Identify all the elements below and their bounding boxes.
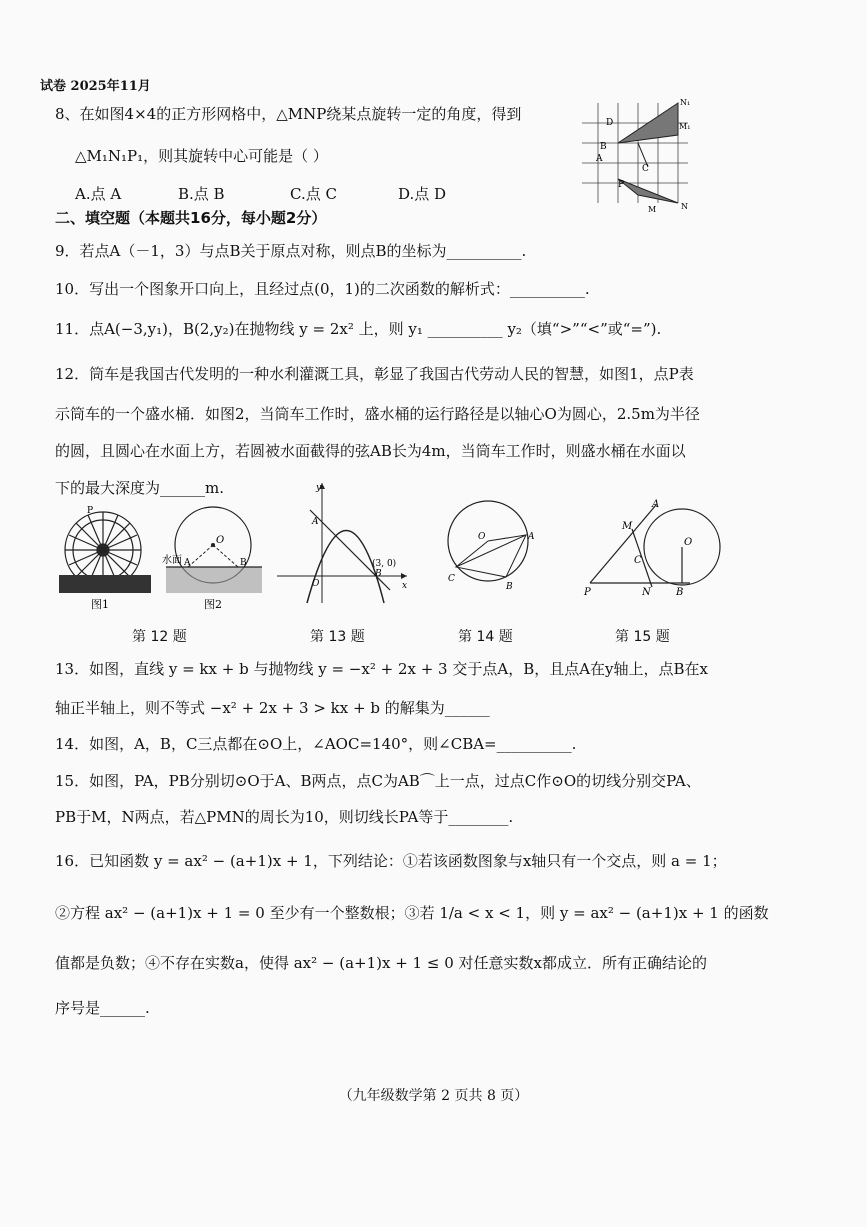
q11: 11．点A(−3,y₁)，B(2,y₂)在抛物线 y = 2x² 上，则 y₁ __________ y₂（填“>”“<”或“=”). [55,320,662,338]
page-header: 试卷 2025年11月 [40,79,151,94]
q8-line1: 8、在如图4×4的正方形网格中，△MNP绕某点旋转一定的角度，得到 [55,105,522,123]
q16-line2: ②方程 ax² − (a+1)x + 1 = 0 至少有一个整数根；③若 1/a < x < 1，则 y = ax² − (a+1)x + 1 的函数 [55,904,769,922]
q8-option-b: B.点 B [178,185,225,203]
fig2-circle [158,505,268,615]
fig1-water-wheel [55,505,155,615]
q15-line1: 15．如图，PA，PB分别切⊙O于A、B两点，点C为AB⌒上一点，过点C作⊙O的切线分别交PA、 [55,772,701,790]
svg-text:M₁: M₁ [679,122,691,131]
q13-figure [272,478,412,608]
q16-line4: 序号是______. [55,999,150,1017]
svg-text:O: O [216,535,225,546]
svg-text:B: B [506,582,513,592]
fig1-label: 图1 [91,598,109,611]
svg-text:B: B [600,142,607,152]
svg-text:B: B [375,569,382,579]
caption-q14: 第 14 题 [458,629,513,645]
svg-text:y: y [316,483,322,493]
q13-line1: 13．如图，直线 y = kx + b 与抛物线 y = −x² + 2x + 3 交于点A，B，且点A在y轴上，点B在x [55,660,709,678]
svg-text:P: P [584,587,591,598]
q15-line2: PB于M，N两点，若△PMN的周长为10，则切线长PA等于________. [55,808,514,826]
q12-line4: 下的最大深度为______m. [55,479,224,497]
caption-q13: 第 13 题 [310,629,365,645]
svg-text:B: B [240,558,247,568]
q12-line3: 的圆，且圆心在水面上方，若圆被水面截得的弦AB长为4m，当筒车工作时，则盛水桶在水面以 [55,442,686,460]
svg-text:O: O [684,537,693,548]
svg-text:B: B [676,587,684,598]
svg-text:N: N [681,202,688,211]
svg-text:C: C [634,555,642,566]
q16-line1: 16．已知函数 y = ax² − (a+1)x + 1，下列结论：①若该函数图象与x轴只有一个交点，则 a = 1； [55,852,727,870]
q10: 10．写出一个图象开口向上，且经过点(0，1)的二次函数的解析式：__________. [55,280,590,298]
q8-option-d: D.点 D [398,185,447,203]
q8-grid-figure [578,95,693,213]
q13-line2: 轴正半轴上，则不等式 −x² + 2x + 3 > kx + b 的解集为______ [55,699,490,717]
svg-text:D: D [606,118,614,128]
q12-line1: 12．筒车是我国古代发明的一种水利灌溉工具，彰显了我国古代劳动人民的智慧，如图1，点P表 [55,365,694,383]
q16-line3: 值都是负数；④不存在实数a，使得 ax² − (a+1)x + 1 ≤ 0 对任意实数x都成立．所有正确结论的 [55,954,707,972]
caption-q15: 第 15 题 [615,629,670,645]
svg-text:O: O [478,532,486,542]
svg-text:O: O [312,579,320,589]
svg-text:M: M [622,521,633,532]
svg-text:N: N [642,587,651,598]
page-footer: （九年级数学第 2 页共 8 页） [338,1088,529,1104]
svg-text:C: C [448,574,455,584]
q14-figure [440,495,540,595]
svg-text:N₁: N₁ [680,98,691,107]
svg-text:A: A [528,532,535,542]
caption-q12: 第 12 题 [132,629,187,645]
q8-option-c: C.点 C [290,185,337,203]
q8-option-a: A.点 A [75,185,122,203]
q8-line2: △M₁N₁P₁，则其旋转中心可能是（ ） [75,147,328,165]
svg-text:M: M [648,205,657,213]
q9: 9．若点A（－1，3）与点B关于原点对称，则点B的坐标为__________. [55,242,527,260]
svg-text:P: P [618,180,625,190]
svg-text:A: A [184,558,191,568]
svg-text:A: A [652,499,660,510]
svg-text:x: x [402,581,408,591]
fig2-label: 图2 [204,598,222,611]
svg-text:P: P [87,506,94,516]
water-surface-label: 水面 [162,555,182,566]
q13-point-label: (3, 0) [372,559,397,569]
svg-text:A: A [596,154,603,164]
section-title: 二、填空题（本题共16分，每小题2分） [55,209,327,227]
q14: 14．如图，A，B，C三点都在⊙O上，∠AOC=140°，则∠CBA=__________. [55,735,577,753]
svg-text:A: A [312,517,319,527]
q15-figure [580,495,730,605]
svg-text:C: C [642,164,649,174]
q12-line2: 示筒车的一个盛水桶．如图2，当筒车工作时，盛水桶的运行路径是以轴心O为圆心，2.5m为半径 [55,405,700,423]
